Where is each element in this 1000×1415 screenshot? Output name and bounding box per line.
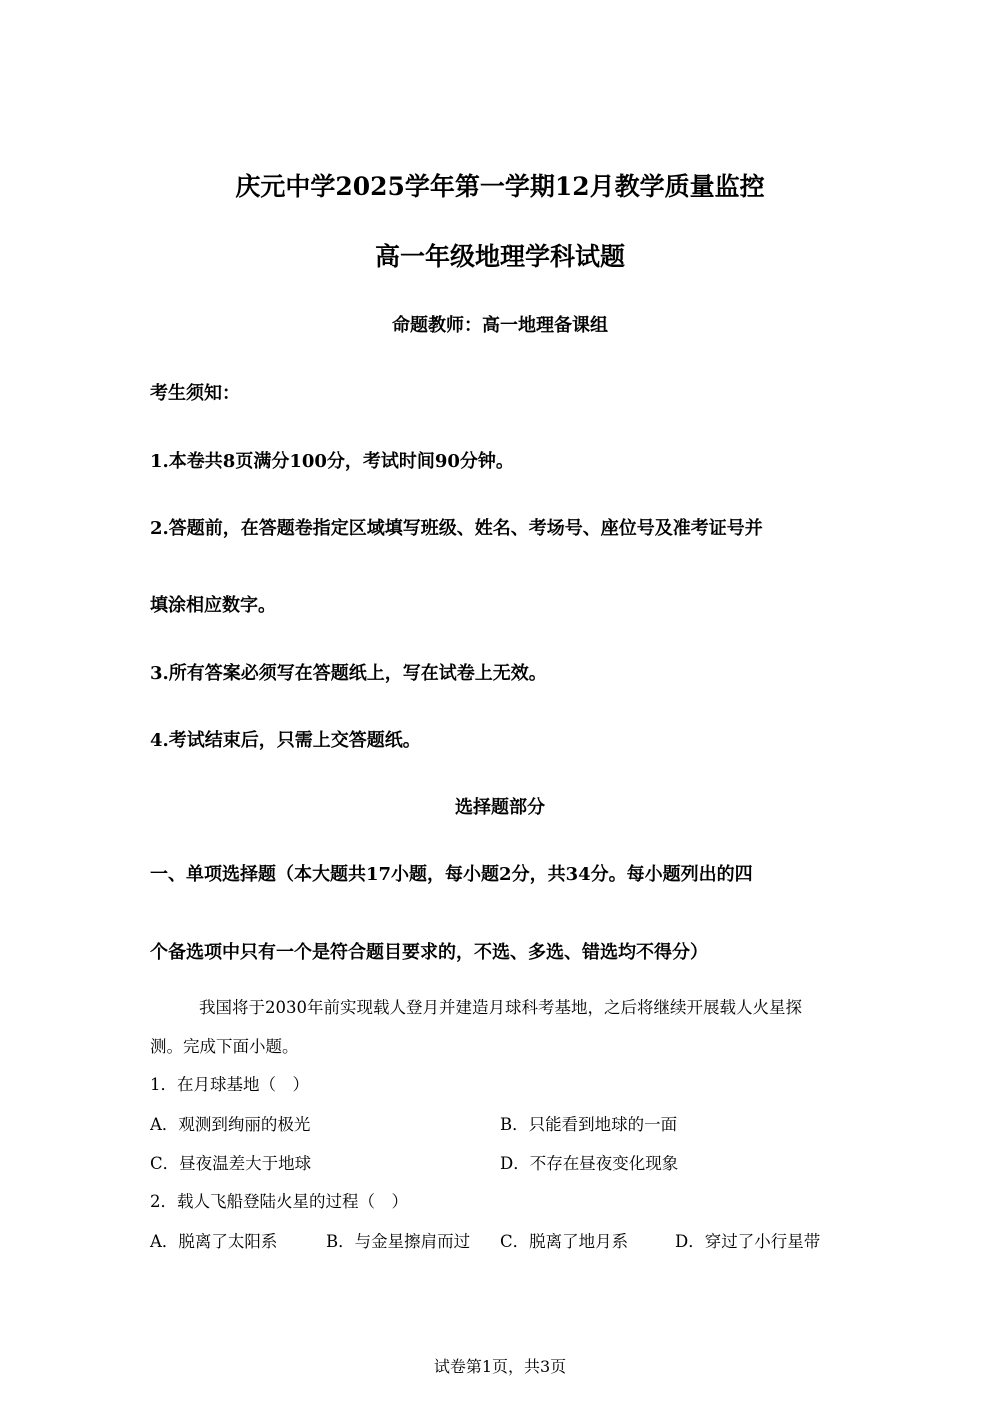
passage-line-1: 我国将于2030年前实现载人登月并建造月球科考基地，之后将继续开展载人火星探 <box>199 998 802 1017</box>
instruction-item-2-line-1: 2.答题前，在答题卷指定区域填写班级、姓名、考场号、座位号及准考证号并 <box>150 518 763 539</box>
instruction-item-4: 4.考试结束后，只需上交答题纸。 <box>150 730 421 751</box>
question-1-option-c: C．昼夜温差大于地球 <box>150 1154 312 1173</box>
question-2-option-d: D．穿过了小行星带 <box>675 1232 821 1251</box>
question-1-option-a: A．观测到绚丽的极光 <box>150 1115 311 1134</box>
question-2-stem: 2．载人飞船登陆火星的过程（ ） <box>150 1192 408 1211</box>
question-1-option-d: D．不存在昼夜变化现象 <box>500 1154 679 1173</box>
question-2-option-c: C．脱离了地月系 <box>500 1232 629 1251</box>
instruction-item-1: 1.本卷共8页满分100分，考试时间90分钟。 <box>150 451 514 472</box>
exam-title: 庆元中学2025学年第一学期12月教学质量监控 <box>235 172 765 201</box>
question-2-option-b: B．与金星擦肩而过 <box>326 1232 471 1251</box>
question-2-option-a: A．脱离了太阳系 <box>150 1232 278 1251</box>
section-heading-line-2: 个备选项中只有一个是符合题目要求的，不选、多选、错选均不得分） <box>150 942 708 963</box>
instructions-heading: 考生须知： <box>150 383 240 404</box>
exam-author: 命题教师：高一地理备课组 <box>392 315 608 336</box>
question-1-option-b: B．只能看到地球的一面 <box>500 1115 678 1134</box>
section-heading-line-1: 一、单项选择题（本大题共17小题，每小题2分，共34分。每小题列出的四 <box>150 864 753 885</box>
instruction-item-2-line-2: 填涂相应数字。 <box>150 595 276 616</box>
question-1-stem: 1．在月球基地（ ） <box>150 1075 309 1094</box>
exam-subtitle: 高一年级地理学科试题 <box>374 242 625 271</box>
instruction-item-3: 3.所有答案必须写在答题纸上，写在试卷上无效。 <box>150 663 547 684</box>
passage-line-2: 测。完成下面小题。 <box>150 1037 299 1056</box>
part-title: 选择题部分 <box>455 797 545 818</box>
page-footer: 试卷第1页，共3页 <box>433 1357 567 1376</box>
